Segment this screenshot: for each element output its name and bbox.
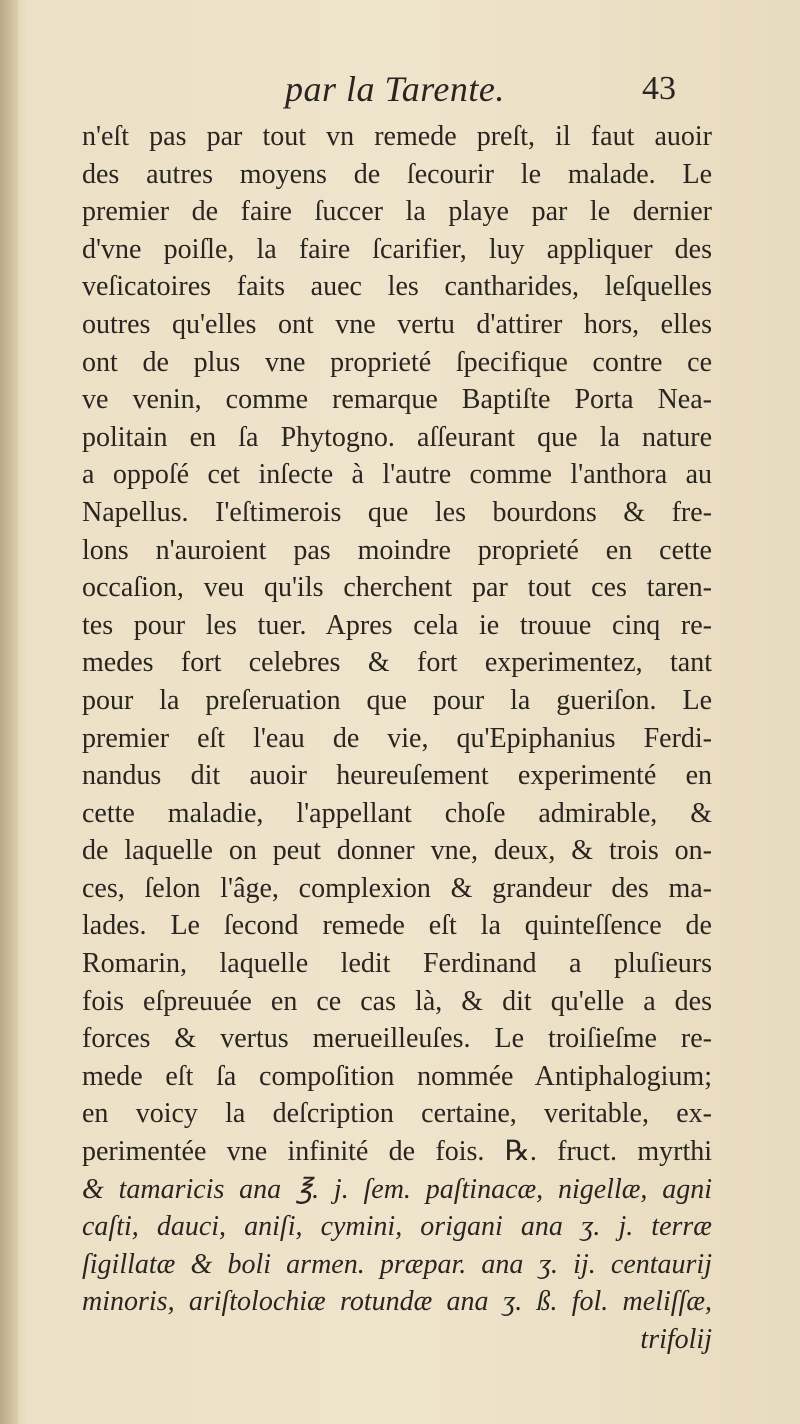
text-line: nandus dit auoir heureuſement experimenté en [82, 760, 712, 792]
text-line: en voicy la deſcription certaine, veritable, ex- [82, 1098, 712, 1130]
text-line: occaſion, veu qu'ils cherchent par tout ces taren- [82, 572, 712, 604]
text-line: ces, ſelon l'âge, complexion & grandeur des ma- [82, 872, 712, 904]
text-line: des autres moyens de ſecourir le malade. Le [82, 158, 712, 190]
text-line: a oppoſé cet inſecte à l'autre comme l'anthora au [82, 459, 712, 491]
text-line: ſigillatæ & boli armen. præpar. ana ʒ. ij. centaurij [82, 1248, 712, 1280]
text-line: forces & vertus merueilleuſes. Le troiſieſme re- [82, 1023, 712, 1055]
catchword: trifolij [640, 1324, 712, 1355]
text-line: tes pour les tuer. Apres cela ie trouue cinq re- [82, 609, 712, 641]
text-line: cette maladie, l'appellant choſe admirable, & [82, 797, 712, 829]
text-line: ve venin, comme remarque Baptiſte Porta Nea- [82, 384, 712, 416]
page-gutter [0, 0, 18, 1424]
text-line: & tamaricis ana ℥. j. ſem. paſtinacæ, nigellæ, agni [82, 1173, 712, 1205]
text-line: fois eſpreuuée en ce cas là, & dit qu'elle a des [82, 985, 712, 1017]
text-line: premier de faire ſuccer la playe par le dernier [82, 196, 712, 228]
text-line: d'vne poiſle, la faire ſcarifier, luy appliquer des [82, 233, 712, 265]
text-line: minoris, ariſtolochiæ rotundæ ana ʒ. ß. fol. meliſſæ, [82, 1286, 712, 1318]
text-line: premier eſt l'eau de vie, qu'Epiphanius Ferdi- [82, 722, 712, 754]
text-line: caſti, dauci, aniſi, cymini, origani ana ʒ. j. terræ [82, 1211, 712, 1243]
running-head: par la Tarente. [285, 69, 505, 109]
text-line: Romarin, laquelle ledit Ferdinand a pluſieurs [82, 948, 712, 980]
text-line: politain en ſa Phytogno. aſſeurant que la nature [82, 421, 712, 453]
body-text [82, 118, 712, 1359]
text-line: veſicatoires faits auec les cantharides, leſquelles [82, 271, 712, 303]
text-line: Napellus. I'eſtimerois que les bourdons & fre- [82, 496, 712, 528]
text-line: lades. Le ſecond remede eſt la quinteſſence de [82, 910, 712, 942]
text-line: pour la preſeruation que pour la gueriſon. Le [82, 684, 712, 716]
text-line: medes fort celebres & fort experimentez, tant [82, 647, 712, 679]
text-line: mede eſt ſa compoſition nommée Antiphalogium; [82, 1060, 712, 1092]
text-line: de laquelle on peut donner vne, deux, & trois on- [82, 835, 712, 867]
text-line: ont de plus vne proprieté ſpecifique contre ce [82, 346, 712, 378]
text-line: n'eſt pas par tout vn remede preſt, il faut auoir [82, 121, 712, 152]
page-number: 43 [642, 70, 676, 107]
text-line: perimentée vne infinité de fois. ℞. fruct. myrthi [82, 1136, 712, 1168]
page-header [0, 68, 800, 118]
text-line: outres qu'elles ont vne vertu d'attirer hors, elles [82, 308, 712, 340]
text-line: lons n'auroient pas moindre proprieté en cette [82, 534, 712, 566]
